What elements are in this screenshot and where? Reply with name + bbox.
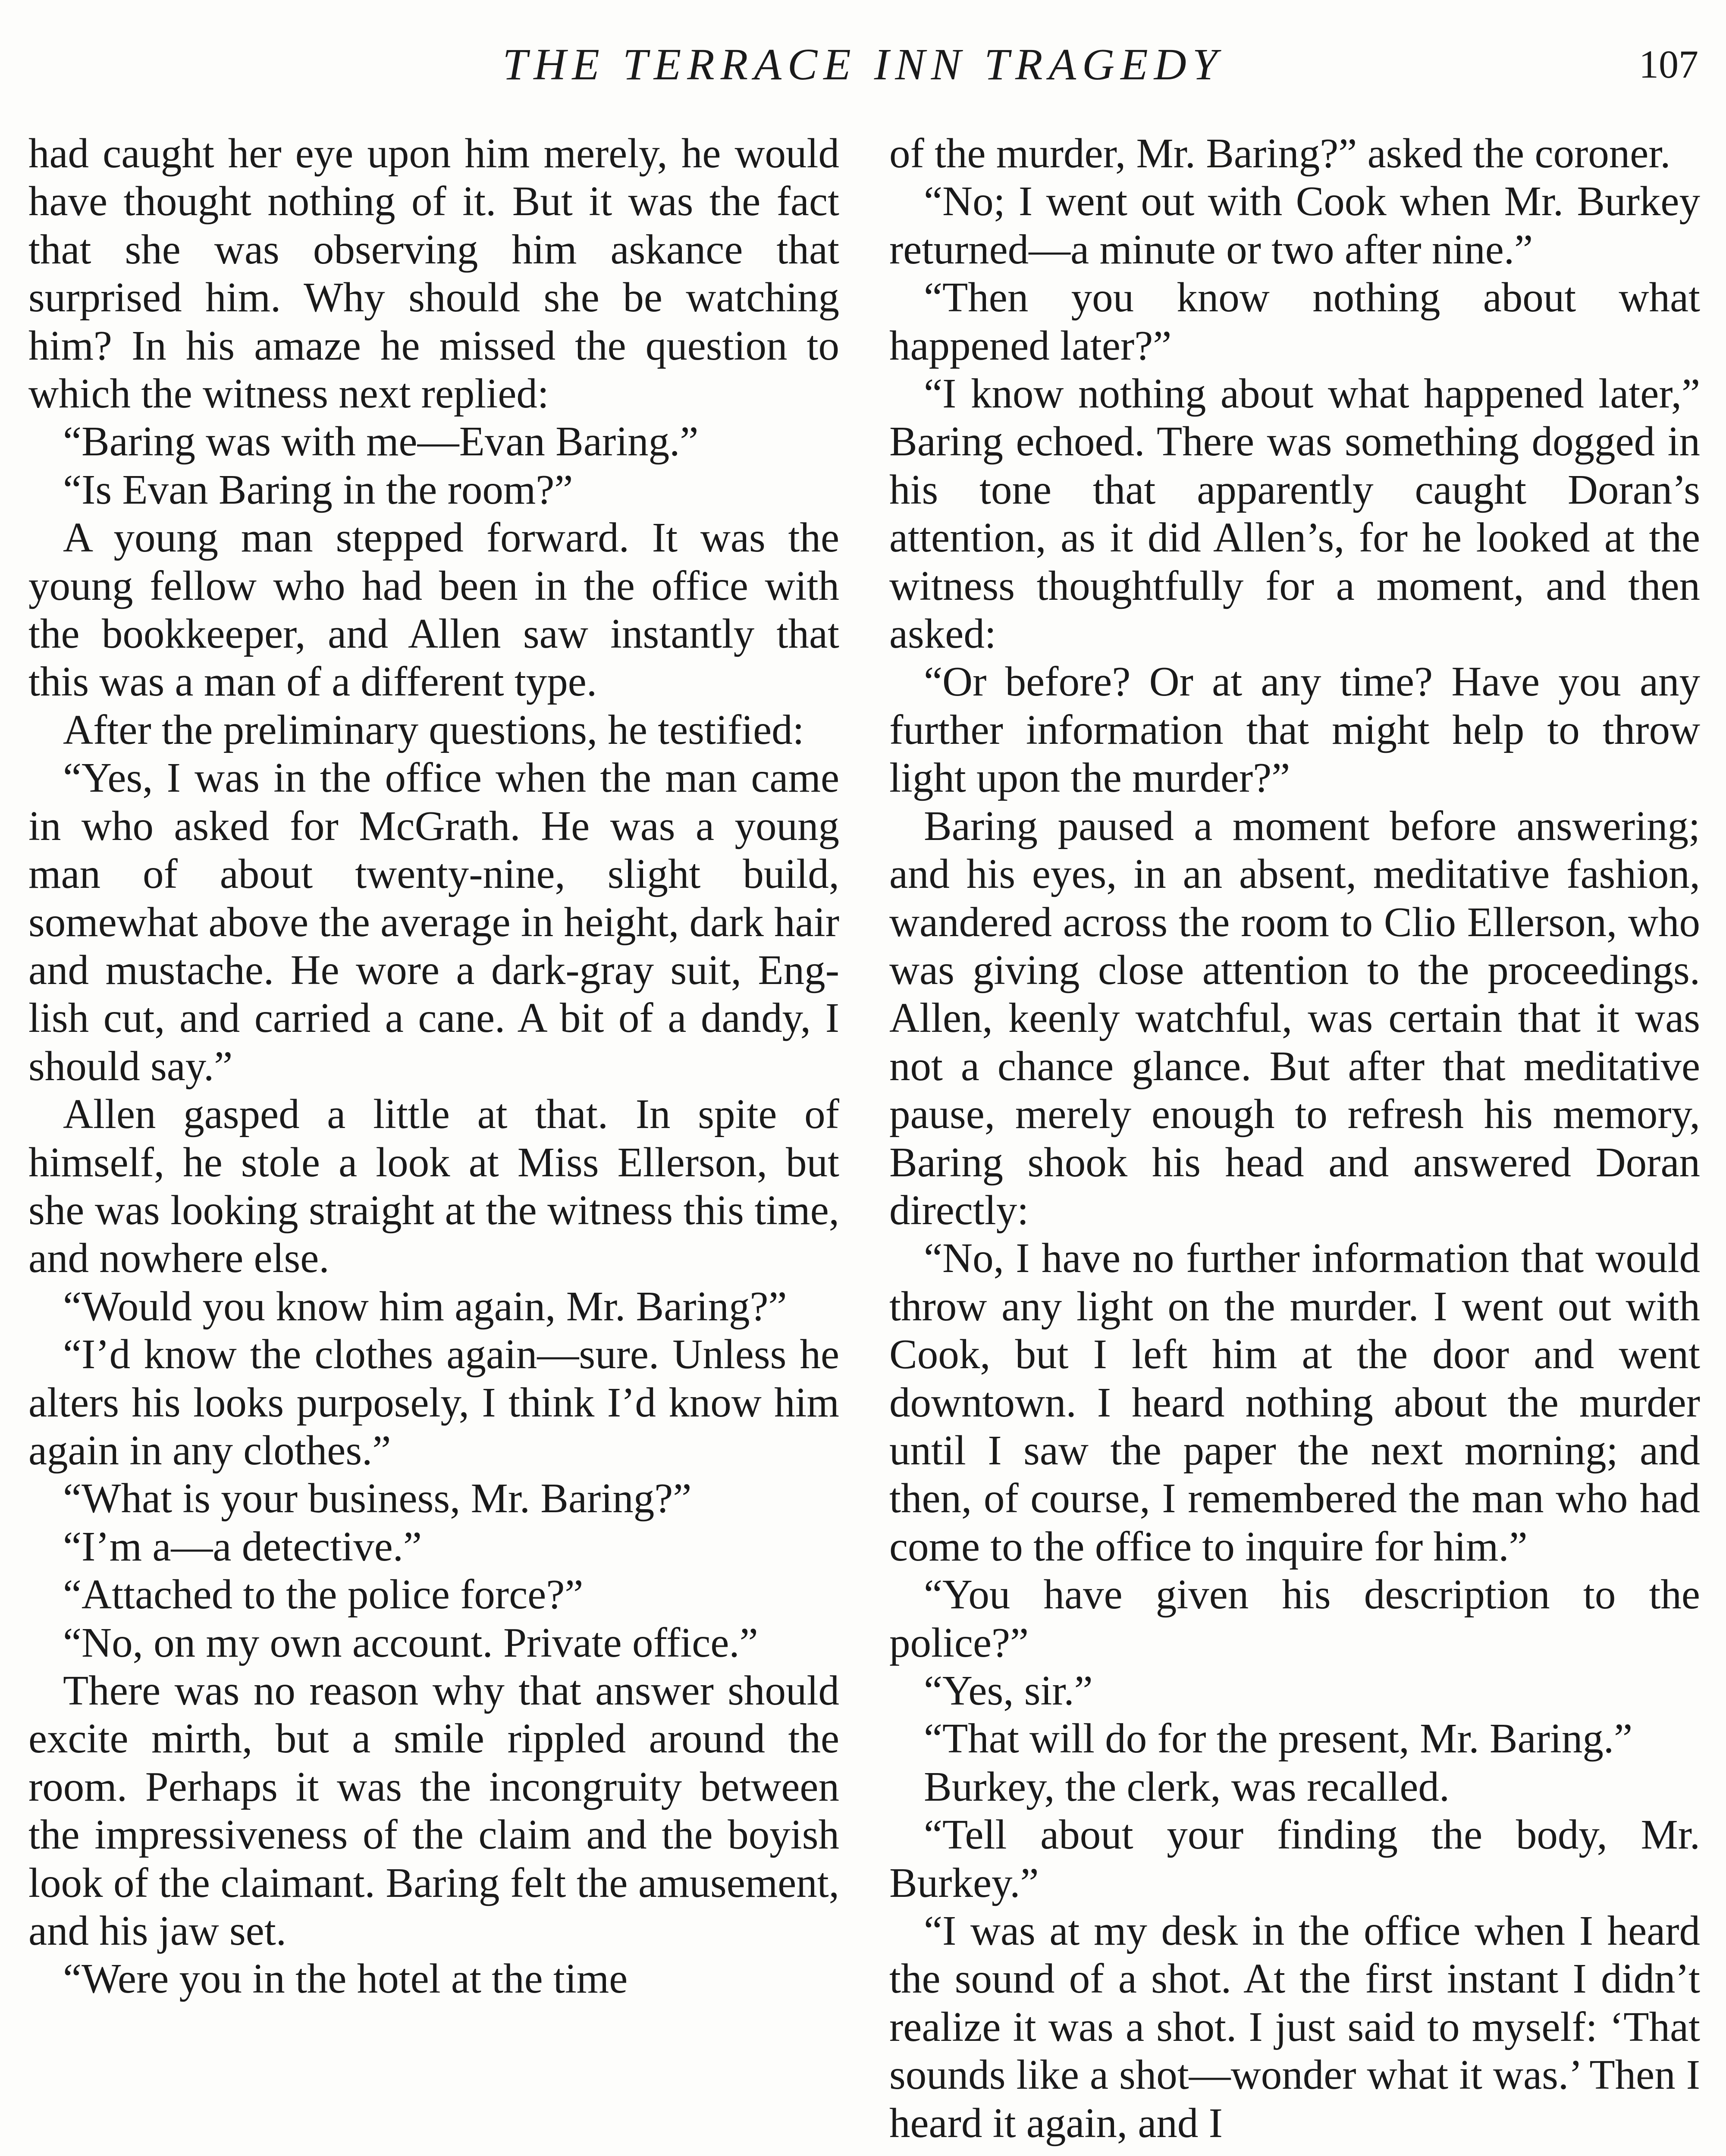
- right-column: [889, 129, 1700, 2156]
- paragraph: “Is Evan Baring in the room?”: [63, 466, 573, 513]
- paragraph: There was no reason why that answer should excite mirth, but a smile rippled around the room. Perhaps it was the incongruity between the impressiveness of the claim and the boyish look of the claimant. Baring felt the amusement, and his jaw set.: [28, 1667, 839, 1954]
- paragraph: “I know nothing about what happened later,” Baring echoed. There was something dogged in his tone that apparently caught Doran’s attention, as it did Allen’s, for he looked at the witness thoughtfully for a moment, and then asked:: [889, 370, 1700, 657]
- paragraph: After the preliminary questions, he testified:: [63, 706, 804, 753]
- paragraph: “Attached to the police force?”: [63, 1571, 584, 1618]
- paragraph: “Or before? Or at any time? Have you any further information that might help to throw light upon the murder?”: [889, 658, 1700, 801]
- paragraph: A young man stepped forward. It was the young fellow who had been in the office with the bookkeeper, and Allen saw instantly that this was a man of a different type.: [28, 514, 839, 705]
- paragraph: “You have given his description to the police?”: [889, 1571, 1700, 1666]
- paragraph: Allen gasped a little at that. In spite of himself, he stole a look at Miss Ellerson, but she was looking straight at the witness this time, and nowhere else.: [28, 1091, 839, 1282]
- paragraph: “Were you in the hotel at the time: [63, 1955, 628, 2002]
- running-head: [0, 30, 1726, 99]
- paragraph: “No; I went out with Cook when Mr. Burkey returned—a minute or two after nine.”: [889, 178, 1700, 273]
- paragraph: “Would you know him again, Mr. Baring?”: [63, 1283, 787, 1329]
- paragraph: “That will do for the present, Mr. Baring.”: [924, 1715, 1633, 1762]
- paragraph: “I’d know the clothes again—sure. Unless he alters his looks purposely, I think I’d know him again in any clothes.”: [28, 1331, 839, 1473]
- left-column: [28, 129, 839, 2156]
- paragraph: “Baring was with me—Evan Baring.”: [63, 418, 699, 465]
- paragraph: of the murder, Mr. Baring?” asked the coroner.: [889, 130, 1671, 176]
- paragraph: “What is your business, Mr. Baring?”: [63, 1475, 692, 1522]
- paragraph: “Tell about your finding the body, Mr. Burkey.”: [889, 1811, 1700, 1906]
- paragraph: “No, I have no further information that would throw any light on the murder. I went out with Cook, but I left him at the door and went downtown. I heard nothing about the murder until I saw the paper the next morning; and then, of course, I remembered the man who had come to the office to inquire for him.”: [889, 1235, 1700, 1570]
- paragraph: Burkey, the clerk, was recalled.: [924, 1763, 1450, 1810]
- paragraph: “No, on my own account. Private office.”: [63, 1619, 758, 1666]
- paragraph: Baring paused a moment before answering; and his eyes, in an absent, meditative fashion, wandered across the room to Clio Ellerson, who was giving close attention to the proceedings. Allen, keenly watchful, was certain that it was not a chance glance. But after that meditative pause, merely enough to refresh his memory, Baring shook his head and answered Doran directly:: [889, 802, 1700, 1233]
- paragraph: “Then you know nothing about what happened later?”: [889, 274, 1700, 369]
- paragraph: “I was at my desk in the office when I heard the sound of a shot. At the first instant I didn’t realize it was a shot. I just said to myself: ‘That sounds like a shot—wonder what it was.’ Then I heard it again, and I: [889, 1908, 1700, 2146]
- paragraph: “I’m a—a detective.”: [63, 1523, 422, 1570]
- paragraph: “Yes, sir.”: [924, 1667, 1093, 1714]
- paragraph: had caught her eye upon him merely, he would have thought nothing of it. But it was the fact that she was observing him askance that surprised him. Why should she be watching him? In his amaze he missed the question to which the witness next replied:: [28, 130, 839, 417]
- paragraph: “Yes, I was in the office when the man came in who asked for McGrath. He was a young man of about twenty-nine, slight build, somewhat above the average in height, dark hair and mustache. He wore a dark-gray suit, English cut, and carried a cane. A bit of a dandy, I should say.”: [28, 755, 839, 1089]
- page-number: 107: [1639, 42, 1698, 86]
- running-title: THE TERRACE INN TRAGEDY: [502, 40, 1224, 89]
